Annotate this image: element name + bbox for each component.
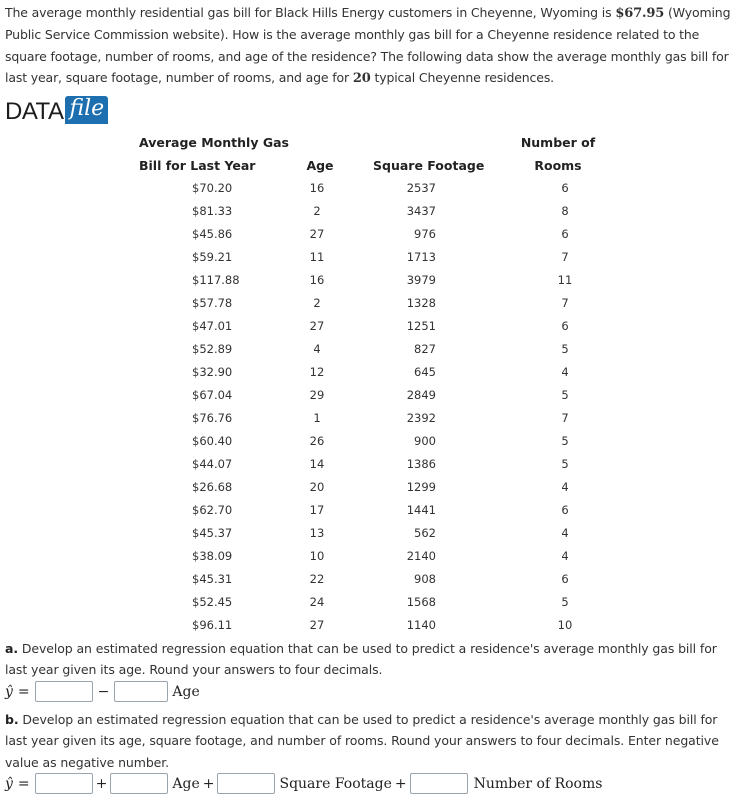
cell-rooms: 5 [561,388,569,402]
question-a [5,638,739,681]
cell-bill: $45.37 [192,526,233,540]
cell-bill: $44.07 [192,457,233,471]
cell-bill: $76.76 [192,411,233,425]
question-b [5,709,739,773]
cell-rooms: 6 [561,503,569,517]
header-bill-line1: Average Monthly Gas [139,135,289,150]
cell-square-footage: 1140 [406,618,436,632]
table-row [0,339,742,362]
cell-square-footage: 3979 [406,273,436,287]
cell-rooms: 6 [561,227,569,241]
cell-age: 16 [309,273,325,287]
cell-bill: $60.40 [192,434,233,448]
table-row [0,431,742,454]
header-square-footage: Square Footage [373,158,485,173]
cell-age: 1 [313,411,321,425]
cell-square-footage: 645 [414,365,436,379]
cell-age: 2 [313,296,321,310]
cell-rooms: 4 [561,526,569,540]
cell-rooms: 5 [561,595,569,609]
header-bill-line2: Bill for Last Year [139,158,256,173]
table-row [0,408,742,431]
age-label-b: Age [172,775,200,792]
table-row [0,316,742,339]
cell-age: 22 [309,572,325,586]
cell-age: 20 [309,480,325,494]
cell-rooms: 4 [561,365,569,379]
intro-text-1: The average monthly residential gas bill for Black Hills Energy customers in Cheyenne, Wyoming is [5,5,616,20]
table-row [0,477,742,500]
cell-square-footage: 900 [414,434,436,448]
age-coefficient-input-b[interactable] [110,773,168,794]
problem-intro [5,2,737,89]
cell-square-footage: 1568 [406,595,436,609]
header-age: Age [306,158,334,173]
cell-rooms: 7 [561,296,569,310]
cell-bill: $96.11 [192,618,233,632]
cell-rooms: 7 [561,411,569,425]
table-row [0,592,742,615]
cell-bill: $62.70 [192,503,233,517]
cell-bill: $47.01 [192,319,233,333]
age-coefficient-input-a[interactable] [114,681,168,702]
cell-rooms: 8 [561,204,569,218]
question-a-label: a. [5,641,18,656]
table-row [0,500,742,523]
cell-square-footage: 1441 [406,503,436,517]
cell-square-footage: 562 [414,526,436,540]
y-hat-symbol: ŷ [5,775,13,792]
table-row [0,454,742,477]
header-rooms-line1: Number of [520,135,596,150]
question-a-text: Develop an estimated regression equation that can be used to predict a residence's average monthly gas bill for last year given its age. Round your answers to four decimals. [5,641,717,678]
cell-rooms: 11 [557,273,573,287]
cell-bill: $45.31 [192,572,233,586]
cell-square-footage: 908 [414,572,436,586]
intercept-input-a[interactable] [35,681,93,702]
table-row [0,178,742,201]
cell-square-footage: 827 [414,342,436,356]
cell-square-footage: 2392 [406,411,436,425]
residence-count: 20 [352,70,371,86]
cell-square-footage: 2537 [406,181,436,195]
table-row [0,569,742,592]
table-body [0,178,742,638]
cell-square-footage: 2849 [406,388,436,402]
cell-age: 13 [309,526,325,540]
cell-age: 10 [309,549,325,563]
rooms-label-b: Number of Rooms [473,775,603,792]
header-rooms-line2: Rooms [534,158,582,173]
cell-bill: $67.04 [192,388,233,402]
cell-bill: $38.09 [192,549,233,563]
cell-rooms: 10 [557,618,573,632]
cell-square-footage: 976 [414,227,436,241]
table-row [0,362,742,385]
cell-bill: $70.20 [192,181,233,195]
intro-text-2: (Wyoming Public Service Commission website). How is the average monthly gas bill for a Cheyenne residence related to the square footage, number of rooms, and age of the residence? The following data show the average monthly gas bill for last year, square footage, number of rooms, and age for [5,5,731,85]
table-row [0,523,742,546]
cell-age: 12 [309,365,325,379]
logo-file-text: file [65,96,108,124]
cell-age: 11 [309,250,325,264]
intro-text-3: typical Cheyenne residences. [370,69,555,85]
data-file-logo[interactable] [5,93,108,124]
cell-square-footage: 1299 [406,480,436,494]
table-row [0,385,742,408]
intercept-input-b[interactable] [35,773,93,794]
cell-age: 24 [309,595,325,609]
cell-age: 29 [309,388,325,402]
cell-age: 27 [309,319,325,333]
cell-age: 17 [309,503,325,517]
cell-age: 4 [313,342,321,356]
table-row [0,546,742,569]
age-label-a: Age [172,683,200,700]
cell-rooms: 7 [561,250,569,264]
table-row [0,293,742,316]
average-bill-amount: $67.95 [615,6,665,21]
cell-age: 16 [309,181,325,195]
cell-bill: $59.21 [192,250,233,264]
cell-square-footage: 1251 [406,319,436,333]
cell-bill: $52.45 [192,595,233,609]
cell-rooms: 4 [561,480,569,494]
cell-bill: $52.89 [192,342,233,356]
cell-square-footage: 1328 [406,296,436,310]
cell-square-footage: 2140 [406,549,436,563]
cell-bill: $81.33 [192,204,233,218]
cell-rooms: 6 [561,319,569,333]
cell-age: 27 [309,618,325,632]
cell-rooms: 6 [561,181,569,195]
cell-square-footage: 1386 [406,457,436,471]
cell-age: 14 [309,457,325,471]
cell-bill: $26.68 [192,480,233,494]
cell-square-footage: 3437 [406,204,436,218]
cell-age: 26 [309,434,325,448]
plus-sign: + [202,775,215,792]
cell-rooms: 5 [561,434,569,448]
question-b-text: Develop an estimated regression equation that can be used to predict a residence's average monthly gas bill for last year given its age, square footage, and number of rooms. Round your answers to four decimals. Enter negative value as negative number. [5,712,719,770]
cell-rooms: 4 [561,549,569,563]
equals-sign: = [17,775,30,792]
cell-rooms: 5 [561,457,569,471]
sqft-coefficient-input-b[interactable] [217,773,275,794]
cell-rooms: 5 [561,342,569,356]
minus-sign: − [97,683,110,700]
cell-age: 27 [309,227,325,241]
cell-bill: $117.88 [192,273,240,287]
plus-sign: + [394,775,407,792]
equation-a [5,681,200,702]
cell-age: 2 [313,204,321,218]
rooms-coefficient-input-b[interactable] [410,773,468,794]
table-row [0,270,742,293]
equals-sign: = [17,683,30,700]
cell-bill: $57.78 [192,296,233,310]
question-b-label: b. [5,712,19,727]
table-row [0,615,742,638]
table-row [0,201,742,224]
sqft-label-b: Square Footage [279,775,392,792]
equation-b [5,773,602,794]
table-row [0,247,742,270]
y-hat-symbol: ŷ [5,683,13,700]
plus-sign: + [95,775,108,792]
cell-rooms: 6 [561,572,569,586]
cell-square-footage: 1713 [406,250,436,264]
cell-bill: $45.86 [192,227,233,241]
logo-data-text: DATA [5,98,64,125]
table-row [0,224,742,247]
cell-bill: $32.90 [192,365,233,379]
